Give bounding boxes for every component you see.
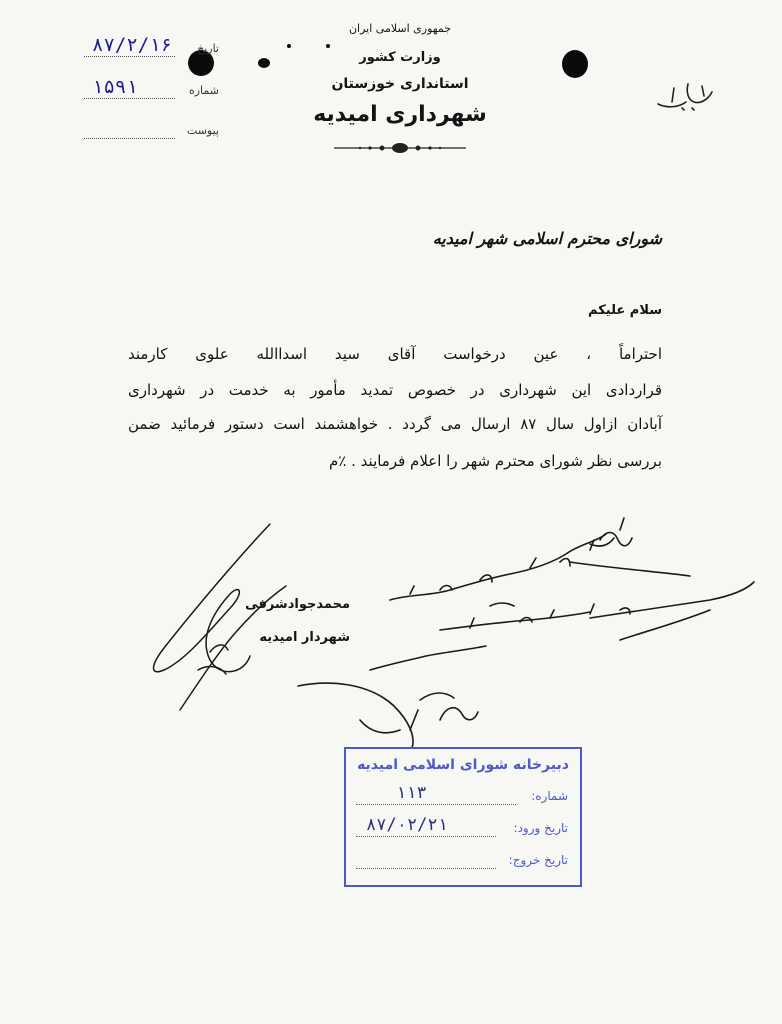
addressee: شورای محترم اسلامی شهر امیدیه [432, 229, 662, 248]
attachment-field [84, 122, 219, 142]
attachment-label: پیوست [186, 124, 219, 137]
stamp-number-label: شماره: [531, 789, 568, 803]
stamp-number-value: ۱۱۳ [396, 783, 427, 803]
signatory-name: محمدجوادشرفی [245, 597, 350, 612]
municipality-title: شهرداری امیدیه [313, 102, 487, 127]
date-label: تاریخ [197, 42, 219, 55]
signature-scribble [140, 520, 300, 720]
body-line: بررسی نظر شورای محترم شهر را اعلام فرمایند . ٪م [329, 452, 662, 470]
greeting: سلام علیکم [588, 303, 662, 318]
number-label: شماره [188, 84, 219, 97]
number-field [84, 76, 219, 102]
ink-mark [258, 58, 270, 68]
body-line: قراردادی این شهرداری در خصوص تمدید مأمور به خدمت در شهرداری [128, 381, 662, 399]
stamp-exit-date-row [356, 853, 568, 873]
ink-dot [326, 44, 330, 48]
body-line: احتراماً ، عین درخواست آقای سید اسداالله علوی کارمند [128, 345, 662, 363]
stamp-entry-date-label: تاریخ ورود: [513, 821, 568, 835]
signatory-title: شهردار امیدیه [259, 630, 350, 645]
punch-hole-right [562, 50, 588, 78]
secretariat-stamp [344, 747, 582, 887]
stamp-entry-date-row [356, 815, 568, 841]
stamp-exit-date-label: تاریخ خروج: [508, 853, 568, 867]
date-value: ۸۷/۲/۱۶ [92, 34, 173, 56]
stamp-number-row [356, 783, 568, 809]
ink-dot [287, 44, 291, 48]
handwritten-note [290, 510, 760, 760]
number-value: ۱۵۹۱ [92, 76, 138, 98]
body-line: آبادان ازاول سال ۸۷ ارسال می گردد . خواهشمند است دستور فرمائید ضمن [128, 415, 663, 433]
province-title: استانداری خوزستان [331, 76, 469, 92]
republic-title: جمهوری اسلامی ایران [348, 22, 452, 35]
ministry-title: وزارت کشور [359, 50, 441, 65]
stamp-title: دبیرخانه شورای اسلامی امیدیه [357, 757, 569, 773]
date-field [84, 34, 219, 60]
calligraphy-mark-icon [652, 78, 722, 112]
stamp-entry-date-value: ۸۷/۰۲/۲۱ [366, 815, 448, 835]
ornament-divider [330, 140, 470, 156]
